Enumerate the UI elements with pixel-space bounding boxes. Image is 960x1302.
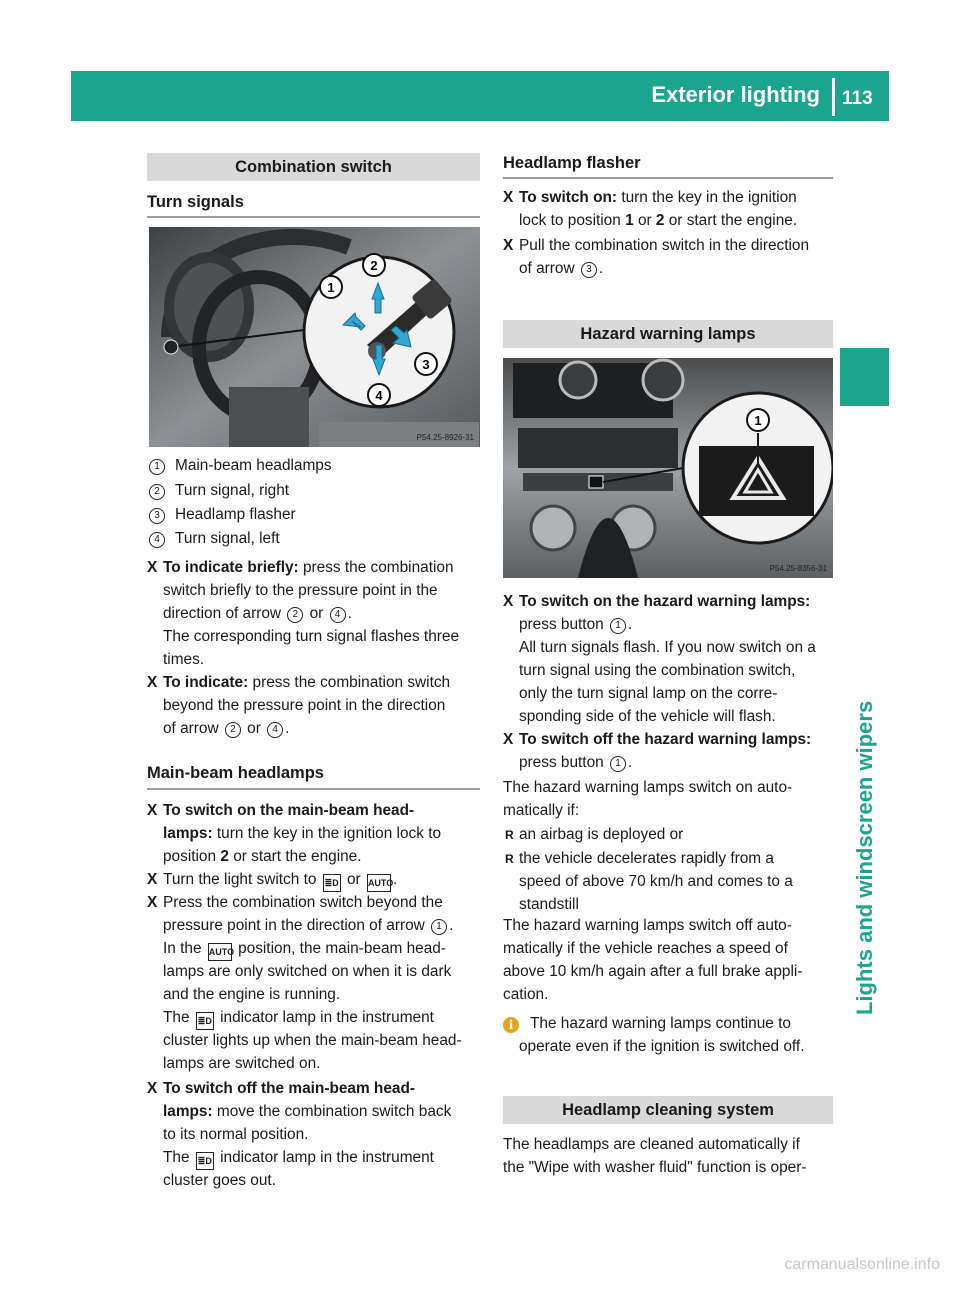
bullet: R	[505, 828, 514, 842]
text-line: position 2 or start the engine.	[163, 848, 362, 865]
legend-item	[147, 479, 167, 502]
divider	[503, 177, 833, 179]
legend-number: 4	[149, 532, 165, 548]
auto-icon: AUTO	[208, 943, 232, 961]
step-hazard-on: To switch on the hazard warning lamps:	[519, 593, 811, 610]
text-line: of arrow 3 .	[519, 260, 604, 277]
subheading-main-beam: Main-beam headlamps	[147, 764, 324, 782]
step-indicate-briefly: To indicate briefly: press the combination	[163, 559, 454, 576]
step-hazard-off: To switch off the hazard warning lamps:	[519, 731, 812, 748]
step-light-switch: Turn the light switch to ≣D or AUTO.	[163, 868, 397, 892]
legend-item	[147, 454, 167, 477]
text-line: press button 1 .	[519, 754, 633, 771]
text-line: standstill	[519, 896, 579, 913]
callout-4: 4	[375, 388, 383, 403]
list-item: an airbag is deployed or	[519, 826, 684, 843]
step-marker: X	[147, 674, 158, 691]
text-line: lamps: turn the key in the ignition lock to	[163, 825, 442, 842]
text-line: The ≣D indicator lamp in the instrument	[163, 1006, 434, 1030]
text-line: lamps: move the combination switch back	[163, 1103, 452, 1120]
text-line: lamps are only switched on when it is dark	[163, 963, 452, 980]
text-line: beyond the pressure point in the direction	[163, 697, 446, 714]
page-number: 113	[842, 88, 873, 109]
callout-3: 3	[422, 357, 430, 372]
image-code: P54.25-8926-31	[416, 433, 474, 442]
section-heading-hazard: Hazard warning lamps	[503, 320, 833, 348]
text-line: press button 1 .	[519, 616, 633, 633]
main-beam-icon: ≣D	[323, 874, 341, 892]
legend-text: Turn signal, right	[175, 482, 290, 499]
section-heading-combination-switch: Combination switch	[147, 153, 480, 181]
main-beam-indicator-icon: ≣D	[196, 1012, 214, 1030]
legend-number: 3	[149, 508, 165, 524]
step-marker: X	[147, 559, 158, 576]
text-line: lamps are switched on.	[163, 1055, 321, 1072]
text-line: the "Wipe with washer fluid" function is oper-	[503, 1159, 807, 1176]
text-line: The hazard warning lamps switch off auto-	[503, 917, 792, 934]
step-switch-off-main-beam: To switch off the main-beam head-	[163, 1080, 415, 1097]
text-line: cluster goes out.	[163, 1172, 276, 1189]
side-tab	[839, 415, 891, 1015]
divider	[147, 788, 480, 790]
text-line: The hazard warning lamps switch on auto-	[503, 779, 793, 796]
text-line: times.	[163, 651, 205, 668]
header-divider	[832, 78, 835, 116]
text-line: and the engine is running.	[163, 986, 341, 1003]
text-line: sponding side of the vehicle will flash.	[519, 708, 776, 725]
text-line: The headlamps are cleaned automatically if	[503, 1136, 800, 1153]
legend-number: 2	[149, 484, 165, 500]
step-switch-on-main-beam: To switch on the main-beam head-	[163, 802, 415, 819]
text-line: direction of arrow 2 or 4 .	[163, 605, 352, 622]
info-icon: i	[503, 1013, 519, 1036]
text-line: cation.	[503, 986, 549, 1003]
step-marker: X	[147, 871, 158, 888]
auto-icon: AUTO	[367, 874, 391, 892]
text-line: of arrow 2 or 4 .	[163, 720, 290, 737]
list-item: the vehicle decelerates rapidly from a	[519, 850, 774, 867]
combination-switch-photo	[149, 227, 480, 447]
legend-text: Turn signal, left	[175, 530, 280, 547]
text-line: above 10 km/h again after a full brake appli-	[503, 963, 803, 980]
callout-1: 1	[327, 280, 335, 295]
hazard-button-photo	[503, 358, 833, 578]
image-code: P54.25-8356-31	[769, 564, 827, 573]
text-line: switch briefly to the pressure point in the	[163, 582, 438, 599]
step-pull-switch: Pull the combination switch in the direction	[519, 237, 810, 254]
step-marker: X	[147, 802, 158, 819]
legend-item	[147, 503, 167, 526]
text-line: The ≣D indicator lamp in the instrument	[163, 1146, 434, 1170]
info-note: The hazard warning lamps continue to	[530, 1015, 791, 1032]
legend-text: Headlamp flasher	[175, 506, 296, 523]
page-title: Exterior lighting	[651, 82, 820, 107]
side-tab-label: Lights and windscreen wipers	[852, 700, 877, 1015]
text-line: only the turn signal lamp on the corre-	[519, 685, 778, 702]
text-line: The corresponding turn signal flashes three	[163, 628, 460, 645]
combination-switch-illustration	[149, 227, 480, 447]
divider	[147, 216, 480, 218]
text-line: All turn signals flash. If you now switch on a	[519, 639, 816, 656]
text-line: matically if the vehicle reaches a speed of	[503, 940, 788, 957]
text-line: speed of above 70 km/h and comes to a	[519, 873, 793, 890]
step-marker: X	[503, 593, 514, 610]
bullet: R	[505, 852, 514, 866]
text-line: operate even if the ignition is switched off.	[519, 1038, 805, 1055]
step-indicate: To indicate: press the combination switch	[163, 674, 451, 691]
callout-1: 1	[754, 413, 762, 428]
legend-text: Main-beam headlamps	[175, 457, 332, 474]
text-line: In the AUTO position, the main-beam head-	[163, 937, 446, 961]
text-line: matically if:	[503, 802, 580, 819]
step-marker: X	[503, 731, 514, 748]
step-marker: X	[147, 894, 158, 911]
text-line: to its normal position.	[163, 1126, 309, 1143]
text-line: cluster lights up when the main-beam head-	[163, 1032, 462, 1049]
step-marker: X	[503, 189, 514, 206]
subheading-headlamp-flasher: Headlamp flasher	[503, 154, 641, 172]
step-marker: X	[147, 1080, 158, 1097]
text-line: lock to position 1 or 2 or start the engine.	[519, 212, 798, 229]
legend-number: 1	[149, 459, 165, 475]
hazard-button-illustration	[503, 358, 833, 578]
legend-item	[147, 527, 167, 550]
callout-2: 2	[370, 258, 378, 273]
text-line: turn signal using the combination switch,	[519, 662, 796, 679]
step-marker: X	[503, 237, 514, 254]
step-press-switch: Press the combination switch beyond the	[163, 894, 443, 911]
section-heading-headlamp-cleaning: Headlamp cleaning system	[503, 1096, 833, 1124]
text-line: pressure point in the direction of arrow 1 .	[163, 917, 454, 934]
side-tab-marker	[840, 348, 889, 406]
step-flasher-switch-on: To switch on: turn the key in the ignition	[519, 189, 797, 206]
watermark: carmanualsonline.info	[784, 1256, 940, 1273]
main-beam-indicator-icon: ≣D	[196, 1152, 214, 1170]
subheading-turn-signals: Turn signals	[147, 193, 244, 211]
